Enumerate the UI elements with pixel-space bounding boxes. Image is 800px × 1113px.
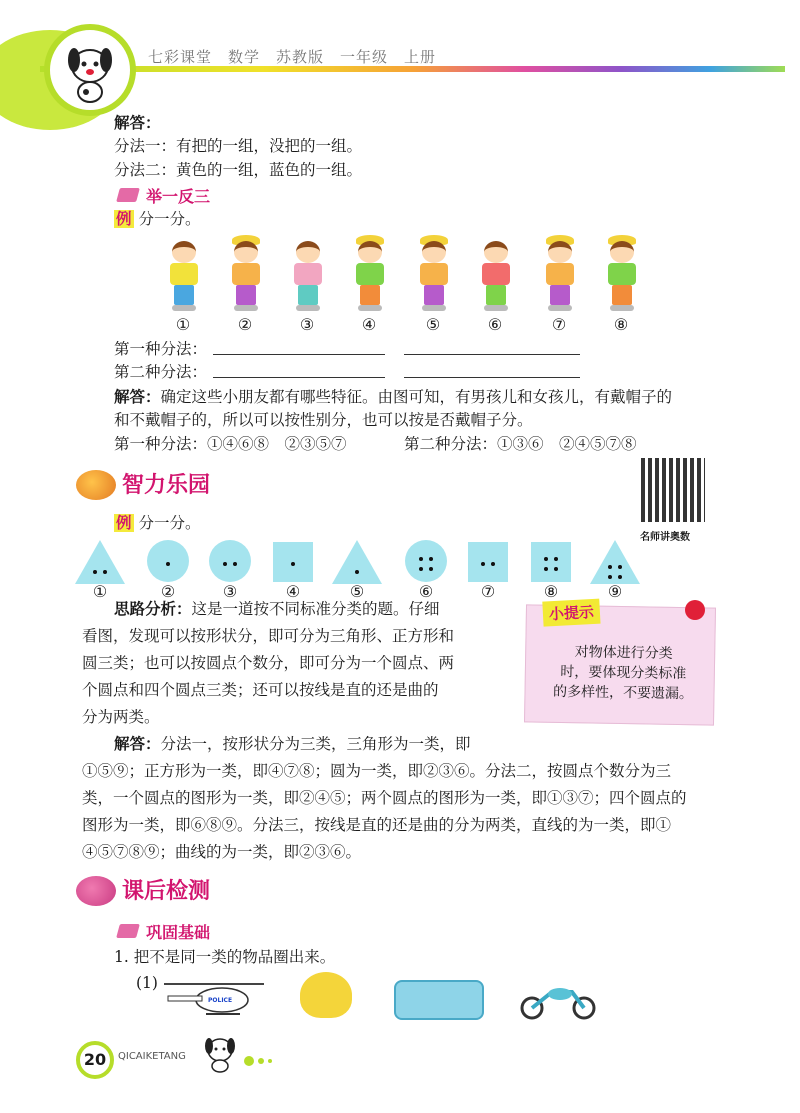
kid-number: ① — [175, 315, 191, 334]
pushpin-icon — [685, 600, 705, 620]
section-juyi-label: 举一反三 — [146, 187, 211, 206]
shape-circle — [205, 540, 255, 601]
example2-line — [114, 512, 200, 534]
example1-answer-heading: 解答： — [114, 387, 161, 406]
analysis-line1 — [114, 598, 440, 620]
helicopter-icon[interactable] — [160, 978, 268, 1018]
heli-text: POLICE — [208, 997, 233, 1004]
dot — [223, 562, 227, 566]
dot — [419, 567, 423, 571]
example2-answer-line1 — [114, 733, 471, 755]
shape-triangle — [332, 540, 382, 601]
shape-circle — [401, 540, 451, 601]
method1-blank-b — [404, 354, 580, 355]
footer-dog-icon — [198, 1030, 242, 1074]
dot — [544, 557, 548, 561]
answer1-heading: 解答： — [114, 113, 161, 132]
analysis-line4: 个圆点和四个圆点三类；还可以按线是直的还是曲的 — [82, 681, 439, 699]
dot — [291, 562, 295, 566]
method2-blank-b — [404, 377, 580, 378]
shape-number: ③ — [222, 582, 238, 601]
kid-number: ⑥ — [487, 315, 503, 334]
answer1-line2: 分法二：黄色的一组，蓝色的一组。 — [114, 161, 363, 179]
analysis-heading: 思路分析： — [114, 599, 192, 618]
dot — [618, 565, 622, 569]
shape-number: ⑥ — [418, 582, 434, 601]
dot — [355, 570, 359, 574]
dot — [429, 567, 433, 571]
dot — [608, 575, 612, 579]
method1-blank-a — [213, 354, 385, 355]
section-gonggu-label: 巩固基础 — [146, 923, 211, 942]
book-icon-2 — [116, 924, 140, 938]
dot — [93, 570, 97, 574]
kid-number: ④ — [361, 315, 377, 334]
example1-answer-line2: 和不戴帽子的，所以可以按性别分，也可以按是否戴帽子分。 — [114, 411, 533, 429]
dot — [491, 562, 495, 566]
shape-number: ⑤ — [349, 582, 365, 601]
shape-circle — [143, 540, 193, 601]
example2-badge: 例 — [116, 514, 132, 532]
kids-illustration — [160, 235, 640, 345]
method2-blank-a — [213, 377, 385, 378]
kid-figure — [346, 235, 392, 345]
analysis-line5: 分为两类。 — [82, 708, 160, 726]
section-zhili-title: 智力乐园 — [122, 473, 211, 498]
shape-number: ⑨ — [607, 582, 623, 601]
shape-triangle — [75, 540, 125, 601]
example1-line — [114, 208, 200, 230]
example2-answer-line4: 图形为一类，即⑥⑧⑨。分法三，按线是直的还是曲的分为两类，直线的为一类，即① — [82, 816, 672, 834]
qr-code[interactable] — [641, 458, 705, 522]
dot — [233, 562, 237, 566]
kid-number: ⑦ — [551, 315, 567, 334]
shape-square — [268, 540, 318, 601]
dot — [544, 567, 548, 571]
kid-figure — [472, 235, 518, 345]
mascot-dog-icon — [44, 24, 136, 116]
method2-label: 第二种分法： — [114, 363, 208, 381]
dot — [103, 570, 107, 574]
kid-figure — [536, 235, 582, 345]
dot — [419, 557, 423, 561]
dot — [429, 557, 433, 561]
qr-caption: 名师讲奥数 — [640, 532, 690, 543]
shape-square — [526, 540, 576, 601]
analysis-text1: 这是一道按不同标准分类的题。仔细 — [191, 600, 440, 618]
shape-number: ② — [160, 582, 176, 601]
dot — [554, 557, 558, 561]
tip-title: 小提示 — [542, 599, 600, 627]
footer-brand: QICAIKETANG — [118, 1051, 186, 1062]
tip-note — [524, 604, 716, 725]
bus-icon[interactable] — [394, 980, 484, 1020]
shape-number: ① — [92, 582, 108, 601]
dot — [554, 567, 558, 571]
dot — [166, 562, 170, 566]
kid-number: ⑧ — [613, 315, 629, 334]
kid-number: ③ — [299, 315, 315, 334]
shape-number: ④ — [285, 582, 301, 601]
section-kehou-title: 课后检测 — [122, 879, 211, 904]
example1-answer-line1 — [114, 386, 672, 408]
tip-body — [535, 642, 711, 705]
bird-icon[interactable] — [300, 972, 352, 1018]
kid-number: ⑤ — [425, 315, 441, 334]
kid-figure — [222, 235, 268, 345]
example2-answer-text1: 分法一，按形状分为三类，三角形为一类，即 — [160, 735, 471, 753]
example1-answer-line3a: 第一种分法：①④⑥⑧ ②③⑤⑦ — [114, 435, 347, 453]
example1-answer-line3b: 第二种分法：①③⑥ ②④⑤⑦⑧ — [404, 435, 637, 453]
example2-answer-line3: 类，一个圆点的图形为一类，即②④⑤；两个圆点的图形为一类，即①③⑦；四个圆点的 — [82, 789, 687, 807]
method1-label: 第一种分法： — [114, 340, 208, 358]
kid-figure — [284, 235, 330, 345]
analysis-line3: 圆三类；也可以按圆点个数分，即可分为一个圆点、两 — [82, 654, 455, 672]
example1-badge: 例 — [116, 210, 132, 228]
example2-answer-line2: ①⑤⑨；正方形为一类，即④⑦⑧；圆为一类，即②③⑥。分法二，按圆点个数分为三 — [82, 762, 672, 780]
dot — [481, 562, 485, 566]
bee-icon — [76, 470, 116, 500]
analysis-line2: 看图，发现可以按形状分，即可分为三角形、正方形和 — [82, 627, 455, 645]
tip-line2: 时，要体现分类标准 — [560, 663, 687, 683]
motorcycle-icon[interactable] — [518, 976, 598, 1020]
example2-answer-heading: 解答： — [114, 734, 161, 753]
question1-sub: (1) — [136, 974, 158, 992]
kid-number: ② — [237, 315, 253, 334]
footer-dots — [244, 1050, 276, 1069]
shape-square — [463, 540, 513, 601]
page-number: 20 — [76, 1041, 114, 1079]
dot — [608, 565, 612, 569]
example2-text: 分一分。 — [138, 514, 201, 532]
example1-answer-text1: 确定这些小朋友都有哪些特征。由图可知，有男孩儿和女孩儿，有戴帽子的 — [160, 388, 673, 406]
tip-line3: 的多样性，不要遗漏。 — [552, 683, 694, 703]
header-title: 七彩课堂 数学 苏教版 一年级 上册 — [148, 48, 437, 66]
example1-text: 分一分。 — [138, 210, 201, 228]
kid-figure — [598, 235, 644, 345]
dot — [618, 575, 622, 579]
shape-number: ⑦ — [480, 582, 496, 601]
shape-number: ⑧ — [543, 582, 559, 601]
kid-figure — [410, 235, 456, 345]
mascot-icon — [76, 876, 116, 906]
book-icon — [116, 188, 140, 202]
kid-figure — [160, 235, 206, 345]
question1-text: 1. 把不是同一类的物品圈出来。 — [114, 948, 336, 966]
answer1-line1: 分法一：有把的一组，没把的一组。 — [114, 137, 363, 155]
example2-answer-line5: ④⑤⑦⑧⑨；曲线的为一类，即②③⑥。 — [82, 843, 362, 861]
tip-line1: 对物体进行分类 — [574, 644, 673, 662]
shape-triangle — [590, 540, 640, 601]
